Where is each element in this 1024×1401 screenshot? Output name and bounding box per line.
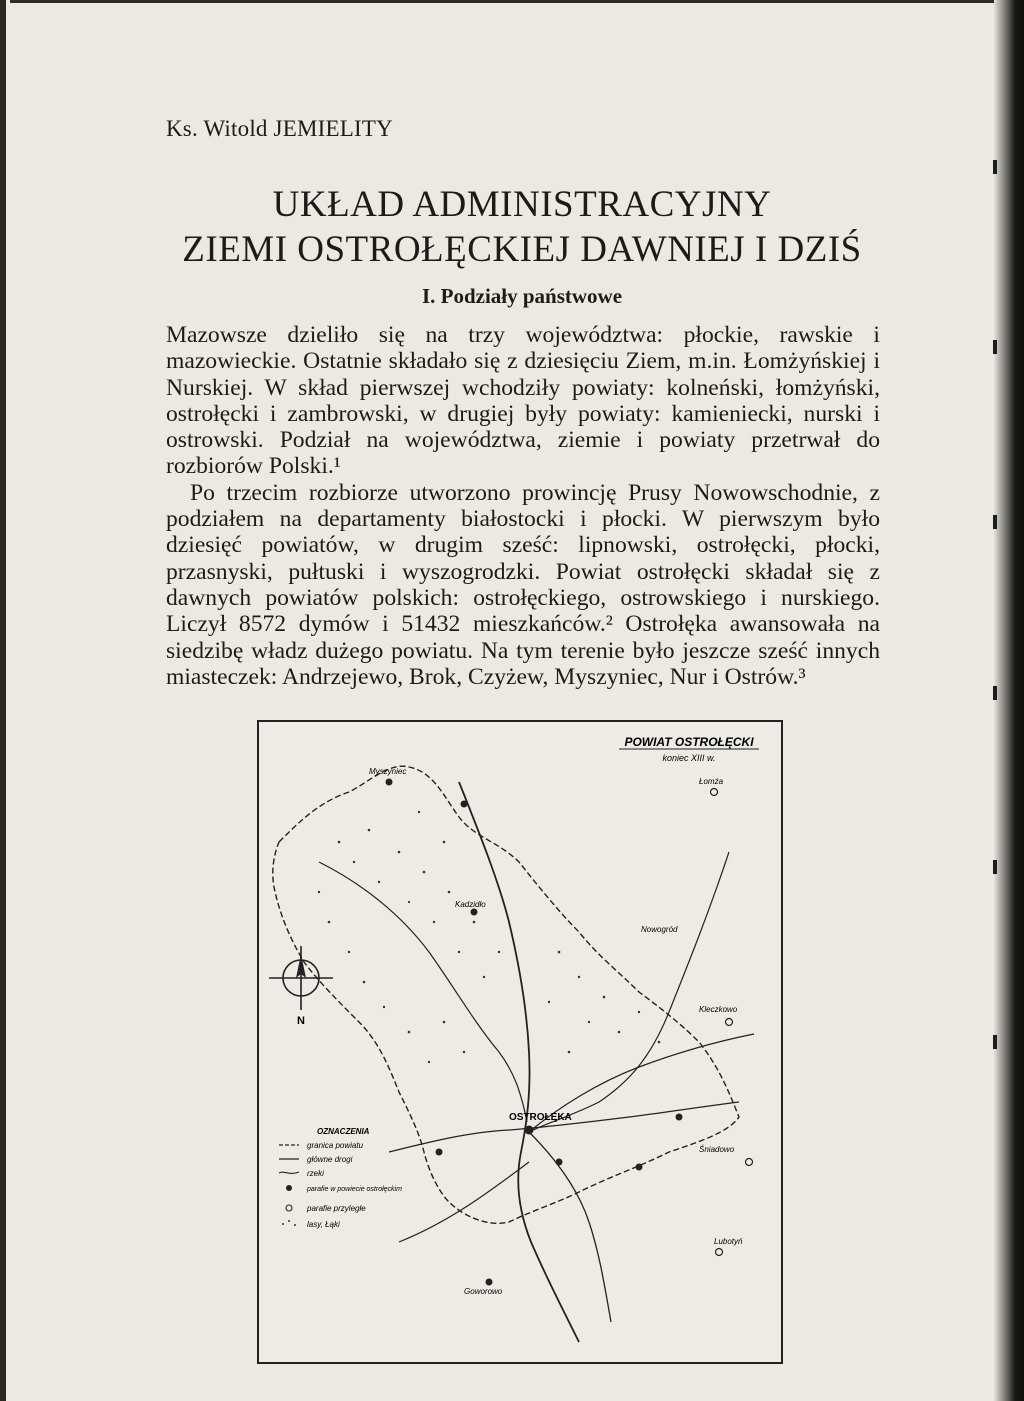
- margin-mark: [993, 860, 997, 874]
- article-title: [166, 182, 878, 272]
- place-label: Nowogród: [641, 925, 678, 934]
- margin-mark: [993, 515, 997, 529]
- map-legend: [279, 1127, 402, 1229]
- compass-north-label: N: [297, 1015, 305, 1027]
- legend-item: granica powiatu: [307, 1141, 364, 1150]
- book-spine-shadow: [994, 0, 1024, 1401]
- map-drawing: [259, 722, 781, 1362]
- margin-mark: [993, 340, 997, 354]
- margin-mark: [993, 686, 997, 700]
- section-heading: I. Podziały państwowe: [421, 284, 623, 308]
- main-road: [389, 1102, 739, 1152]
- paragraph-2: Po trzecim rozbiorze utworzono prowincję Prusy Nowowschodnie, z podziałem na departamenty białostocki i płocki. W pierwszym było dziesięć powiatów, w drugim sześć: lipnowski, ostrołęcki, płocki, przasnyski, pułtuski i wyszogrodzki. Powiat ostrołęcki składał się z dawnych powiatów polskich: ostrołęckiego, ostrowskiego i nurskiego. Liczył 8572 dymów i 51432 mieszkańców.² Ostrołęka awansowała na siedzibę władz dużego powiatu. Na tym terenie było jeszcze sześć innych miasteczek: Andrzejewo, Brok, Czyżew, Myszyniec, Nur i Ostrów.³: [166, 479, 880, 690]
- title-line-2: ZIEMI OSTROŁĘCKIEJ DAWNIEJ I DZIŚ: [182, 229, 862, 270]
- adjacent-parish-markers: [711, 789, 753, 1256]
- place-label: OSTROŁĘKA: [509, 1112, 572, 1123]
- page-left-edge: [0, 0, 6, 1401]
- place-label: Lubotyń: [714, 1237, 743, 1246]
- river-tributary: [319, 862, 527, 1122]
- place-label: Kleczkowo: [699, 1005, 738, 1014]
- parish-markers: [386, 779, 683, 1286]
- article-body: [166, 322, 880, 690]
- margin-mark: [993, 1035, 997, 1049]
- legend-item: główne drogi: [307, 1155, 353, 1164]
- title-line-1: UKŁAD ADMINISTRACYJNY: [272, 184, 772, 225]
- map-title: POWIAT OSTROŁĘCKI: [624, 735, 754, 749]
- map-subtitle: koniec XIII w.: [662, 753, 716, 763]
- main-road: [529, 1132, 611, 1322]
- forest-dots: [318, 811, 661, 1063]
- author-name: Ks. Witold JEMIELITY: [166, 116, 393, 141]
- legend-item: rzeki: [307, 1169, 324, 1178]
- main-road: [399, 1162, 529, 1242]
- place-label: Śniadowo: [699, 1145, 735, 1154]
- river-narew: [459, 782, 579, 1342]
- margin-mark: [993, 160, 997, 174]
- legend-heading: OZNACZENIA: [317, 1127, 370, 1136]
- place-label: Łomża: [699, 777, 724, 786]
- river-tributary: [529, 852, 729, 1132]
- page-top-edge: [10, 0, 1000, 3]
- legend-item: parafie przyległe: [307, 1204, 366, 1213]
- map-figure: [257, 720, 783, 1364]
- place-label: Myszyniec: [369, 767, 407, 776]
- place-label: Kadzidło: [455, 900, 486, 909]
- compass-rose: [269, 946, 333, 1027]
- legend-item: parafie w powiecie ostrołęckim: [307, 1186, 402, 1193]
- paragraph-1: Mazowsze dzieliło się na trzy województwa: płockie, rawskie i mazowieckie. Ostatnie składało się z dziesięciu Ziem, m.in. Łomżyńskiej i Nurskiej. W skład pierwszej wchodziły powiaty: kolneński, łomżyński, ostrołęcki i zambrowski, w drugiej były powiaty: kamieniecki, nurski i ostrowski. Podział na województwa, ziemie i powiaty przetrwał do rozbiorów Polski.¹: [166, 322, 880, 480]
- place-label: Goworowo: [464, 1287, 503, 1296]
- legend-item: lasy, Łąki: [307, 1220, 340, 1229]
